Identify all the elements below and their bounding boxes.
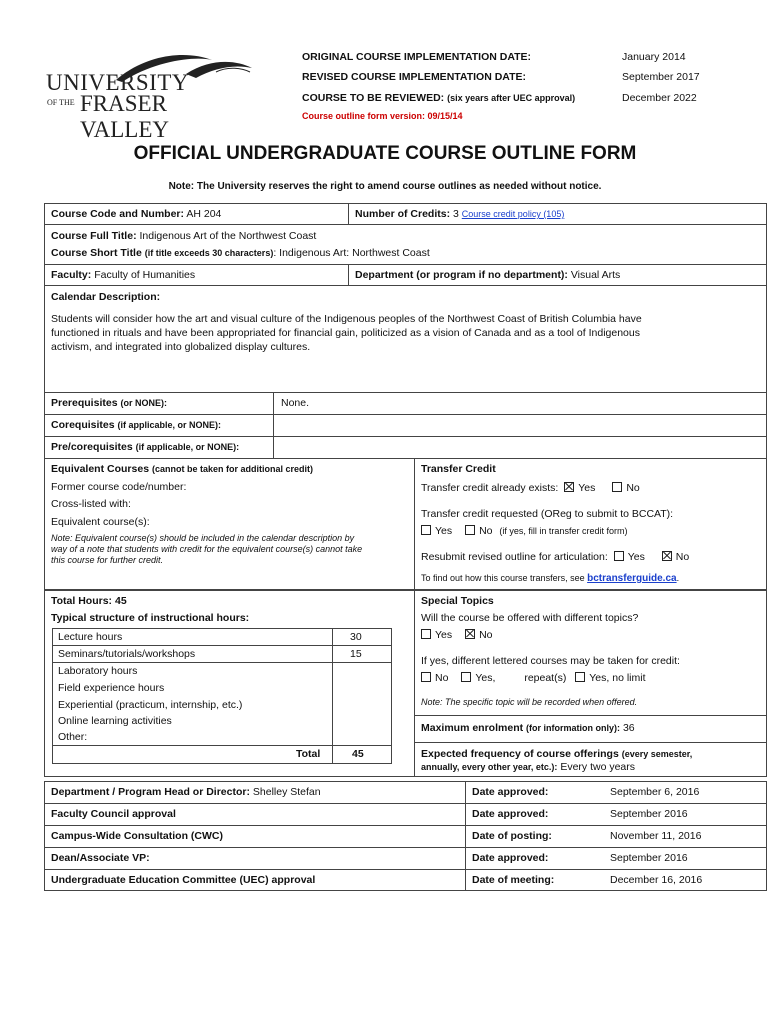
- coreq-label: Corequisites (if applicable, or NONE):: [51, 419, 222, 431]
- revised-date-label: REVISED COURSE IMPLEMENTATION DATE:: [302, 71, 527, 83]
- special-topics-label: Special Topics: [421, 595, 494, 607]
- original-date-value: January 2014: [622, 51, 686, 63]
- transfer-requested-yes-checkbox[interactable]: [421, 525, 431, 535]
- cross-listed: Cross-listed with:: [51, 498, 131, 510]
- hours-row-seminars: Seminars/tutorials/workshops: [58, 648, 196, 660]
- short-title: Course Short Title (if title exceeds 30 characters): Indigenous Art: Northwest Coast: [51, 247, 430, 259]
- special-topics-question: Will the course be offered with different topics?: [421, 612, 639, 624]
- hours-row-other: Other:: [58, 731, 88, 743]
- resubmit-no-checkbox[interactable]: [662, 551, 672, 561]
- review-date-note: (six years after UEC approval): [447, 93, 576, 103]
- transfer-requested-no-checkbox[interactable]: [465, 525, 475, 535]
- special-no-checkbox[interactable]: [465, 629, 475, 639]
- transfer-exists-no-checkbox[interactable]: [612, 482, 622, 492]
- transfer-label: Transfer Credit: [421, 463, 496, 475]
- prereq-value: None.: [281, 397, 310, 409]
- credit-policy-link[interactable]: Course credit policy (105): [461, 209, 565, 219]
- approval-row: Campus-Wide Consultation (CWC): [51, 830, 223, 842]
- lettered-courses: If yes, different lettered courses may be taken for credit:: [421, 655, 680, 667]
- approval-row: Faculty Council approval: [51, 808, 176, 820]
- equivalent-courses: Equivalent course(s):: [51, 516, 150, 528]
- review-date-label: COURSE TO BE REVIEWED: (six years after UEC approval): [302, 92, 576, 104]
- prereq-label: Prerequisites (or NONE):: [51, 397, 167, 409]
- review-date-value: December 2022: [622, 92, 697, 104]
- original-date-label: ORIGINAL COURSE IMPLEMENTATION DATE:: [302, 51, 532, 63]
- approval-date: September 2016: [610, 852, 688, 864]
- approval-date: September 6, 2016: [610, 786, 700, 798]
- approval-date-label: Date approved:: [472, 852, 549, 864]
- special-topics-options: Yes No: [421, 629, 493, 641]
- calendar-description: Students will consider how the art and visual culture of the Indigenous peoples of the Northwest Coast of British Columbia have functioned in rituals and have been appropriated for financial gain, politicized as a vision of Canada and as a tool of Indigenous activism, and integrated into globalized display cultures.: [51, 313, 642, 353]
- university-logo: [44, 48, 254, 142]
- hours-row-seminars-value: 15: [350, 648, 362, 660]
- amend-note: Note: The University reserves the right to amend course outlines as needed without notice.: [168, 181, 602, 192]
- offering-frequency-value: annually, every other year, etc.): Every two years: [421, 761, 636, 773]
- typical-structure-label: Typical structure of instructional hours:: [51, 612, 250, 624]
- hours-row-lab: Laboratory hours: [58, 665, 138, 677]
- lettered-options: No Yes, repeat(s) Yes, no limit: [421, 672, 646, 684]
- approval-date-label: Date approved:: [472, 786, 549, 798]
- equivalent-label: Equivalent Courses (cannot be taken for additional credit): [51, 463, 313, 475]
- approval-date-label: Date of posting:: [472, 830, 552, 842]
- approval-row: Department / Program Head or Director: Shelley Stefan: [51, 786, 321, 798]
- credits: Number of Credits: 3 Course credit policy (105): [355, 208, 565, 220]
- approval-date: November 11, 2016: [610, 830, 702, 842]
- former-code: Former course code/number:: [51, 481, 187, 493]
- logo-line1: UNIVERSITY: [46, 70, 189, 95]
- resubmit-yes-checkbox[interactable]: [614, 551, 624, 561]
- logo-line2: FRASER VALLEY: [80, 91, 170, 142]
- approval-date: September 2016: [610, 808, 688, 820]
- hours-row-field: Field experience hours: [58, 682, 165, 694]
- hours-row-lecture: Lecture hours: [58, 631, 123, 643]
- resubmit: Resubmit revised outline for articulation: Yes No: [421, 551, 690, 563]
- hours-row-online: Online learning activities: [58, 715, 172, 727]
- faculty: Faculty: Faculty of Humanities: [51, 269, 196, 281]
- transfer-requested-options: Yes No (if yes, fill in transfer credit form): [421, 525, 627, 537]
- max-enrolment: Maximum enrolment (for information only): 36: [421, 722, 635, 734]
- logo-of-the: OF THE: [47, 98, 75, 107]
- transfer-find-out: To find out how this course transfers, see bctransferguide.ca.: [421, 573, 680, 584]
- equivalent-note: Note: Equivalent course(s) should be included in the calendar description by way of a note that students with credit for the equivalent course(s) cannot take this course for further credit.: [51, 533, 363, 565]
- approval-row: Dean/Associate VP:: [51, 852, 150, 864]
- bctransferguide-link[interactable]: bctransferguide.ca: [587, 573, 677, 584]
- department: Department (or program if no department): Visual Arts: [355, 269, 621, 281]
- special-topic-note: Note: The specific topic will be recorded when offered.: [421, 697, 638, 707]
- special-yes-checkbox[interactable]: [421, 629, 431, 639]
- lettered-no-checkbox[interactable]: [421, 672, 431, 682]
- lettered-no-limit-checkbox[interactable]: [575, 672, 585, 682]
- transfer-exists-yes-checkbox[interactable]: [564, 482, 574, 492]
- offering-frequency: Expected frequency of course offerings (every semester,: [421, 748, 693, 760]
- total-hours: Total Hours: 45: [51, 595, 127, 607]
- calendar-label: Calendar Description:: [51, 291, 161, 303]
- course-code: Course Code and Number: AH 204: [51, 208, 222, 220]
- lettered-yes-repeat-checkbox[interactable]: [461, 672, 471, 682]
- approval-date-label: Date of meeting:: [472, 874, 555, 886]
- revised-date-value: September 2017: [622, 71, 700, 83]
- form-version: Course outline form version: 09/15/14: [302, 111, 463, 121]
- approval-date-label: Date approved:: [472, 808, 549, 820]
- page-title: OFFICIAL UNDERGRADUATE COURSE OUTLINE FORM: [133, 143, 637, 164]
- approval-date: December 16, 2016: [610, 874, 703, 886]
- transfer-requested: Transfer credit requested (OReg to submit to BCCAT):: [421, 508, 674, 520]
- hours-row-experiential: Experiential (practicum, internship, etc.): [58, 699, 243, 711]
- precoreq-label: Pre/corequisites (if applicable, or NONE):: [51, 441, 240, 453]
- hours-total-label: Total: [296, 748, 321, 760]
- approval-row: Undergraduate Education Committee (UEC) approval: [51, 874, 316, 886]
- hours-row-lecture-value: 30: [350, 631, 362, 643]
- hours-total-value: 45: [352, 748, 364, 760]
- transfer-exists: Transfer credit already exists: Yes No: [421, 482, 640, 494]
- full-title: Course Full Title: Indigenous Art of the Northwest Coast: [51, 230, 317, 242]
